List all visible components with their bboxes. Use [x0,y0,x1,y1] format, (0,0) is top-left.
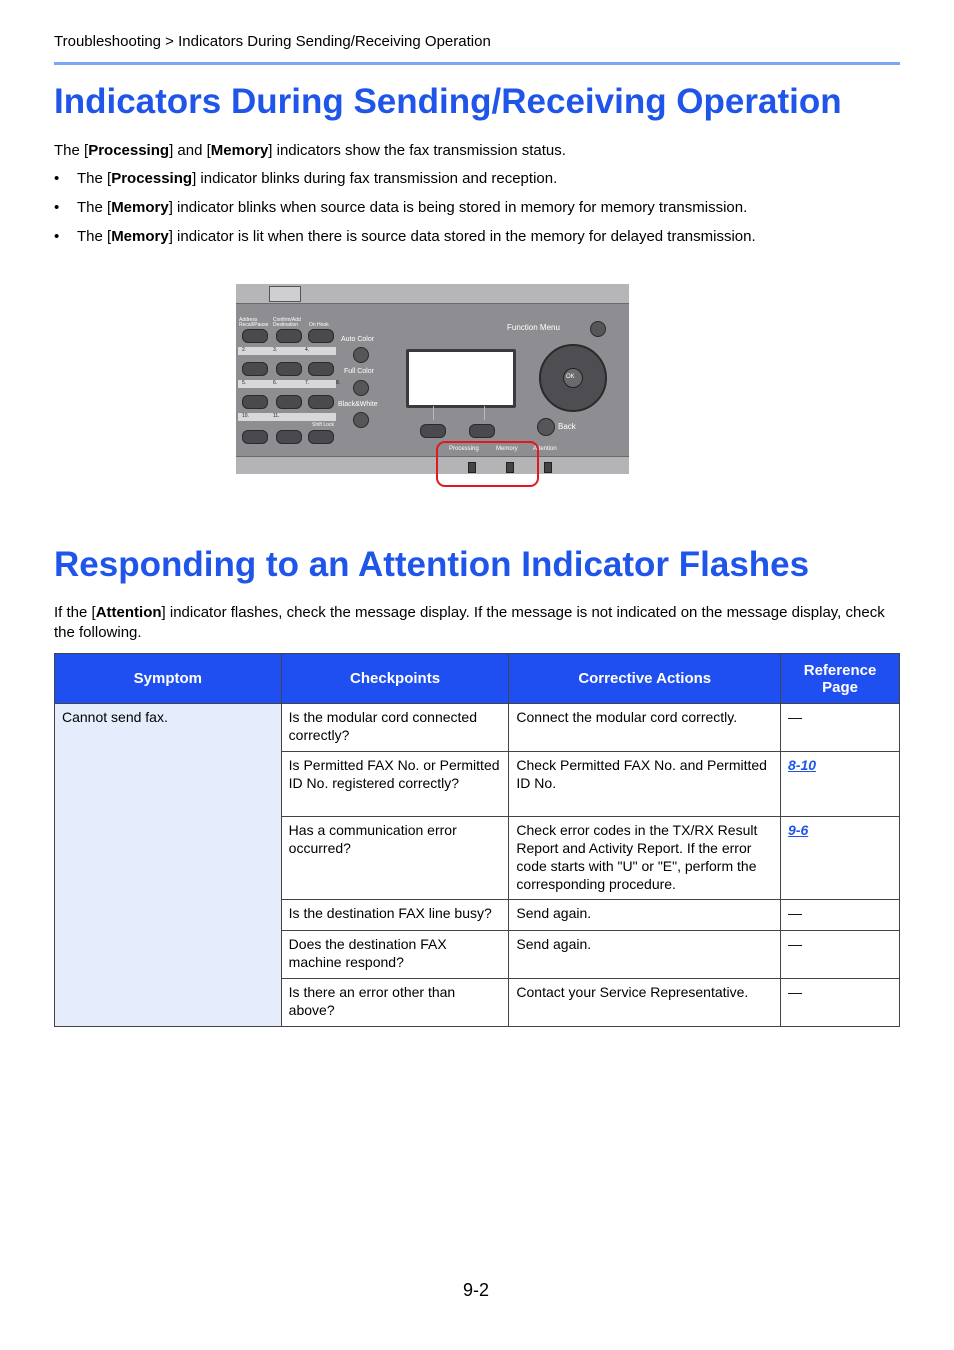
reference-cell [781,817,900,900]
section-title-attention: Responding to an Attention Indicator Flashes [54,545,810,584]
one-touch-number: 2. [242,347,247,353]
processing-indicator-label: Processing [449,446,479,452]
reference-link[interactable]: 9-6 [788,822,809,838]
reference-cell: — [781,704,900,752]
one-touch-number: 8. [336,380,341,386]
one-touch-label-strip [238,380,336,388]
one-touch-number: 11. [273,413,280,419]
one-touch-key [276,430,302,444]
one-touch-number: 3. [273,347,278,353]
troubleshooting-table [54,653,900,1027]
one-touch-key [308,362,334,376]
checkpoint-cell: Does the destination FAX machine respond? [281,931,509,979]
left-select-key [420,424,446,438]
one-touch-key [242,395,268,409]
panel-top-strip [236,284,629,304]
one-touch-key [308,395,334,409]
breadcrumb: Troubleshooting > Indicators During Sending/Receiving Operation [54,33,491,50]
full-color-label: Full Color [344,368,374,375]
reference-cell: — [781,979,900,1027]
full-color-button [353,380,369,396]
arrow-keys [539,344,607,412]
intro-paragraph: The [Processing] and [Memory] indicators show the fax transmission status. [54,142,566,159]
action-cell: Send again. [509,931,781,979]
header-checkpoints: Checkpoints [281,654,509,704]
black-white-label: Black&White [338,401,378,408]
one-touch-number: 5. [242,380,247,386]
right-select-key [469,424,495,438]
table-header-row [55,654,900,704]
one-touch-key [276,395,302,409]
checkpoint-cell: Has a communication error occurred? [281,817,509,900]
action-cell: Check Permitted FAX No. and Permitted ID No. [509,752,781,817]
one-touch-number: 7. [305,380,310,386]
confirm-label: Confirm/Add [273,317,301,323]
onhook-label: On Hook [309,322,329,328]
reference-link[interactable]: 8-10 [788,757,817,773]
panel-slot-icon [269,286,301,302]
one-touch-key [242,362,268,376]
onhook-button [308,329,334,343]
confirm-button [276,329,302,343]
recall-label: Recall/Pause [239,322,269,328]
panel-bottom-strip [236,456,629,474]
checkpoint-cell: Is there an error other than above? [281,979,509,1027]
action-cell: Connect the modular cord correctly. [509,704,781,752]
shift-lock-label: Shift Lock [312,422,334,428]
attention-paragraph: If the [Attention] indicator flashes, check the message display. If the message is not indicated on the message display, check the following. [54,604,885,641]
reference-cell: — [781,900,900,931]
destination-label: Destination [273,322,299,328]
message-display [406,349,516,408]
attention-indicator [544,462,552,473]
operation-panel-illustration [236,284,629,473]
checkpoint-cell: Is the destination FAX line busy? [281,900,509,931]
indicator-highlight-box [436,441,539,487]
one-touch-number: 6. [273,380,278,386]
shift-lock-button [308,430,334,444]
attention-indicator-label: Attention [533,446,557,452]
section-title-indicators: Indicators During Sending/Receiving Operation [54,82,842,121]
ok-label: OK [566,374,575,380]
address-button [242,329,268,343]
function-menu-label: Function Menu [507,323,560,332]
reference-cell [781,752,900,817]
soft-key-divider [484,406,485,420]
header-reference-page: Reference Page [781,654,900,704]
function-menu-button [590,321,606,337]
action-cell: Contact your Service Representative. [509,979,781,1027]
one-touch-number: 10. [242,413,249,419]
one-touch-number: 4. [305,347,310,353]
symptom-cell: Cannot send fax. [55,704,282,1027]
auto-color-label: Auto Color [341,336,375,343]
reference-cell: — [781,931,900,979]
one-touch-key [276,362,302,376]
one-touch-label-strip [238,347,336,355]
back-button [537,418,555,436]
header-rule [54,62,900,65]
page-number: 9-2 [463,1280,490,1300]
action-cell: Send again. [509,900,781,931]
table-row [55,704,900,752]
black-white-button [353,412,369,428]
one-touch-label-strip [238,413,336,421]
soft-key-divider [433,406,434,420]
checkpoint-cell: Is the modular cord connected correctly? [281,704,509,752]
memory-indicator-label: Memory [496,446,518,452]
header-symptom: Symptom [55,654,282,704]
one-touch-key [242,430,268,444]
action-cell: Check error codes in the TX/RX Result Report and Activity Report. If the error code starts with "U" or "E", perform the corresponding procedure. [509,817,781,900]
auto-color-button [353,347,369,363]
address-label: Address [239,317,258,323]
checkpoint-cell: Is Permitted FAX No. or Permitted ID No. registered correctly? [281,752,509,817]
header-corrective-actions: Corrective Actions [509,654,781,704]
back-label: Back [558,422,576,431]
